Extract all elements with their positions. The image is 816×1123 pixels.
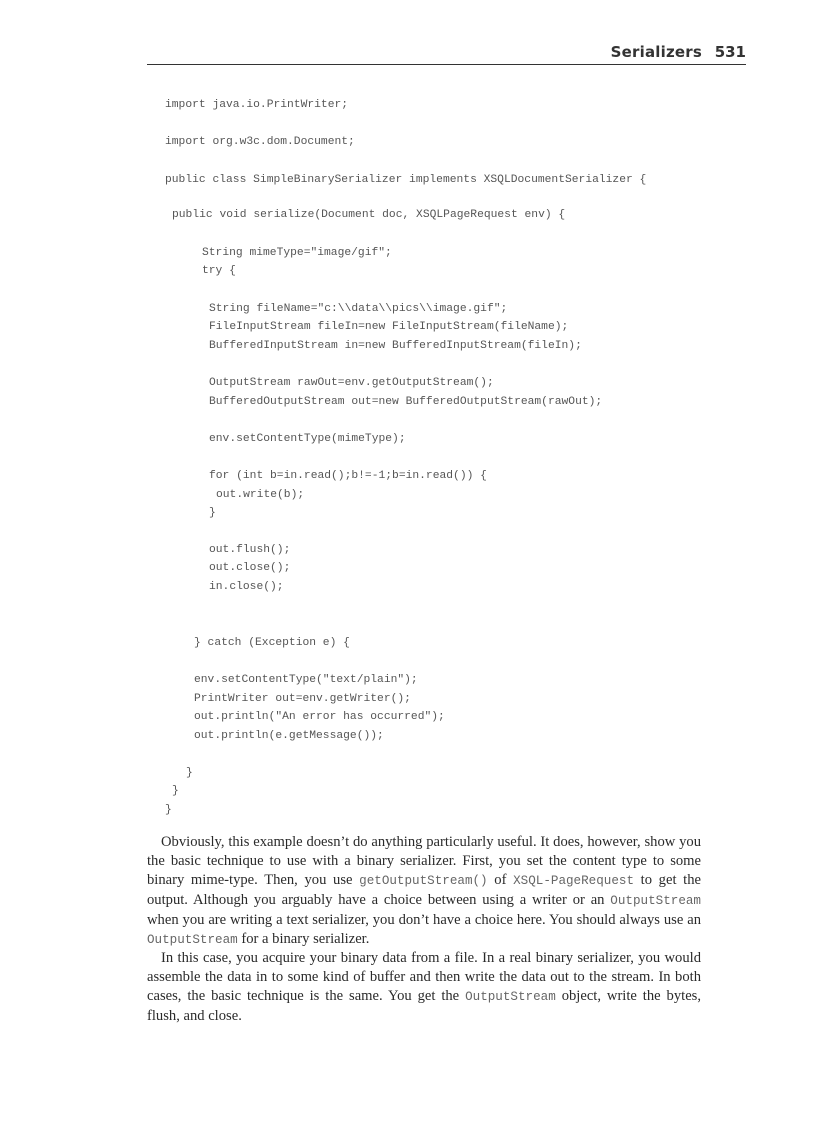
code-line: in.close();: [209, 581, 284, 593]
header-title: Serializers: [610, 43, 702, 61]
code-line: out.write(b);: [216, 489, 305, 501]
code-line: }: [165, 804, 172, 816]
code-line: out.close();: [209, 562, 291, 574]
text-run: object, write the bytes, flush, and close.: [147, 988, 701, 1025]
code-line: String fileName="c:\\data\\pics\\image.gif";: [209, 303, 508, 315]
code-line: PrintWriter out=env.getWriter();: [194, 693, 411, 705]
code-line: }: [186, 767, 193, 779]
code-line: out.println(e.getMessage());: [194, 730, 384, 742]
code-line: import java.io.PrintWriter;: [165, 99, 349, 111]
code-line: out.flush();: [209, 544, 291, 556]
code-line: import org.w3c.dom.Document;: [165, 136, 355, 148]
code-line: BufferedInputStream in=new BufferedInputStream(fileIn);: [209, 340, 582, 352]
paragraph: [147, 949, 701, 1026]
page-number: 531: [714, 43, 746, 61]
inline-code: XSQL-PageRequest: [513, 873, 635, 888]
code-line: env.setContentType(mimeType);: [209, 433, 406, 445]
code-line: try {: [202, 265, 236, 277]
code-line: BufferedOutputStream out=new BufferedOutputStream(rawOut);: [209, 396, 603, 408]
code-line: String mimeType="image/gif";: [202, 247, 392, 259]
text-run: to get the output. Although you arguably have a choice between using a writer or an: [147, 871, 701, 908]
inline-code: OutputStream: [610, 893, 701, 908]
code-line: env.setContentType("text/plain");: [194, 674, 418, 686]
paragraph: [147, 833, 701, 949]
inline-code: getOutputStream(): [359, 873, 488, 888]
code-line: public class SimpleBinarySerializer implements XSQLDocumentSerializer {: [165, 174, 647, 186]
text-run: Obviously, this example doesn’t do anything particularly useful. It does, however, show you the basic technique to use with a binary serializer. First, you set the content type to some binary mime-type. Then, you use: [147, 834, 701, 888]
code-line: public void serialize(Document doc, XSQLPageRequest env) {: [172, 209, 566, 221]
code-line: } catch (Exception e) {: [194, 637, 350, 649]
text-run: for a binary serializer.: [237, 930, 370, 947]
text-run: of: [487, 871, 514, 888]
inline-code: OutputStream: [147, 932, 238, 947]
body-text: [147, 833, 701, 1026]
text-run: when you are writing a text serializer, you don’t have a choice here. You should always use an: [147, 911, 701, 928]
code-line: }: [172, 785, 179, 797]
inline-code: OutputStream: [465, 990, 556, 1005]
text-run: In this case, you acquire your binary data from a file. In a real binary serializer, you would assemble the data in to some kind of buffer and then write the data out to the stream. In both cases, the basic technique is the same. You get the: [147, 950, 701, 1005]
code-line: out.println("An error has occurred");: [194, 711, 445, 723]
code-line: }: [209, 507, 216, 519]
code-line: FileInputStream fileIn=new FileInputStream(fileName);: [209, 321, 569, 333]
code-line: for (int b=in.read();b!=-1;b=in.read()) {: [209, 470, 487, 482]
code-line: OutputStream rawOut=env.getOutputStream();: [209, 377, 494, 389]
running-header: [147, 42, 746, 65]
